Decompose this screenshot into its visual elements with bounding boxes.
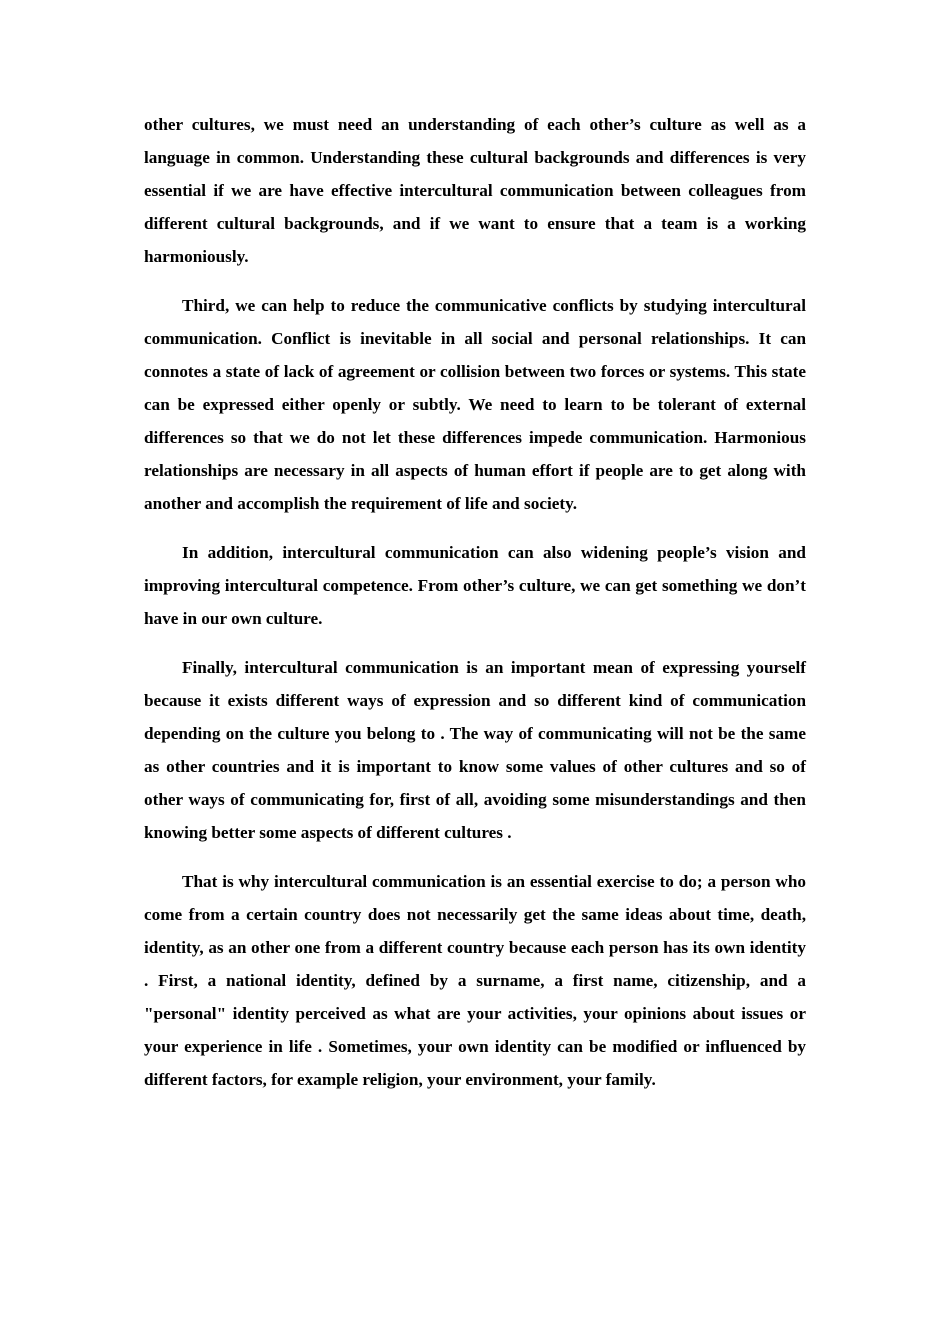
paragraph-cultural-understanding: other cultures, we must need an understanding of each other’s culture as well as a language in common. Understanding these cultural backgrounds and differences is very essential if we are have effective intercultural communication between colleagues from different cultural backgrounds, and if we want to ensure that a team is a working harmoniously. xyxy=(144,115,806,266)
paragraph-identity: That is why intercultural communication is an essential exercise to do; a person who come from a certain country does not necessarily get the same ideas about time, death, identity, as an other one from a different country because each person has its own identity . First, a national identity, defined by a surname, a first name, citizenship, and a "personal" identity perceived as what are your activities, your opinions about issues or your experience in life . Sometimes, your own identity can be modified or influenced by different factors, for example religion, your environment, your family. xyxy=(144,872,806,1089)
document-page xyxy=(144,108,806,1112)
paragraph-expressing-yourself: Finally, intercultural communication is an important mean of expressing yourself because it exists different ways of expression and so different kind of communication depending on the culture you belong to . The way of communicating will not be the same as other countries and it is important to know some values of other cultures and so of other ways of communicating for, first of all, avoiding some misunderstandings and then knowing better some aspects of different cultures . xyxy=(144,658,806,842)
paragraph-widening-vision: In addition, intercultural communication can also widening people’s vision and improving intercultural competence. From other’s culture, we can get something we don’t have in our own culture. xyxy=(144,543,806,628)
paragraph-reduce-conflicts: Third, we can help to reduce the communicative conflicts by studying intercultural communication. Conflict is inevitable in all social and personal relationships. It can connotes a state of lack of agreement or collision between two forces or systems. This state can be expressed either openly or subtly. We need to learn to be tolerant of external differences so that we do not let these differences impede communication. Harmonious relationships are necessary in all aspects of human effort if people are to get along with another and accomplish the requirement of life and society. xyxy=(144,296,806,513)
